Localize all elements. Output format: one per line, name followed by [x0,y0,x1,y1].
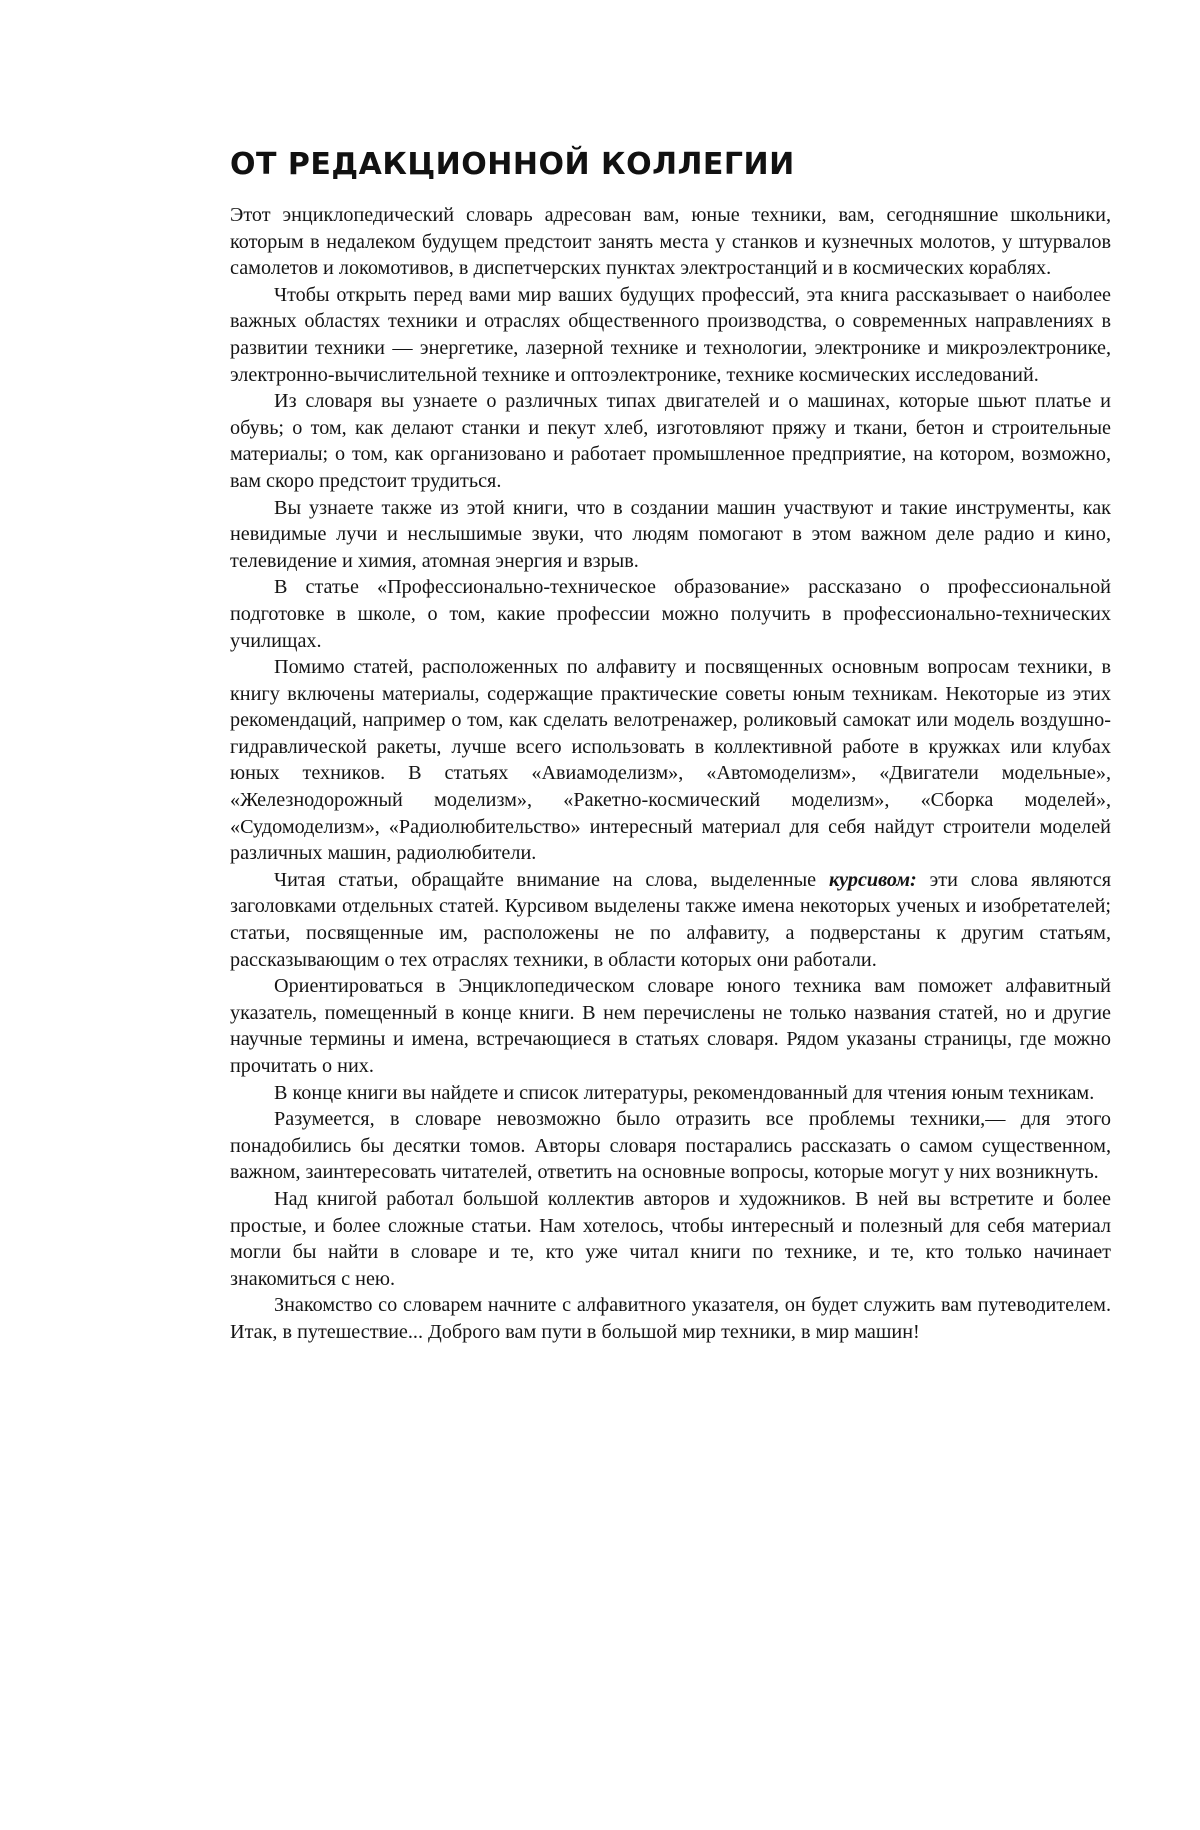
paragraph: Ориентироваться в Энциклопедическом словаре юного техника вам поможет алфавитный указатель, помещенный в конце книги. В нем перечислены не только названия статей, но и другие научные термины и имена, встречающиеся в статьях словаря. Рядом указаны страницы, где можно прочитать о них. [230,975,1111,1077]
paragraph: Разумеется, в словаре невозможно было отразить все проблемы техники,— для этого понадобились бы десятки томов. Авторы словаря постарались рассказать о самом существенном, важном, заинтересовать читателей, ответить на основные вопросы, которые могут у них возникнуть. [230,1108,1111,1184]
paragraph: В конце книги вы найдете и список литературы, рекомендованный для чтения юным техникам. [274,1081,1095,1104]
paragraph: Читая статьи, обращайте внимание на слова, выделенные курсивом: эти слова являются заголовками отдельных статей. Курсивом выделены также имена некоторых ученых и изобретателей; статьи, посвященные им, расположены не по алфавиту, а подверстаны к другим статьям, рассказывающим о тех отраслях техники, в области которых они работали. [230,868,1111,971]
paragraph: В статье «Профессионально-техническое образование» рассказано о профессиональной подготовке в школе, о том, какие профессии можно получить в профессионально-технических училищах. [230,576,1111,652]
paragraph: Вы узнаете также из этой книги, что в создании машин участвуют и такие инструменты, как невидимые лучи и неслышимые звуки, что людям помогают в этом важном деле радио и кино, телевидение и химия, атомная энергия и взрыв. [230,496,1111,572]
paragraph: Этот энциклопедический словарь адресован вам, юные техники, вам, сегодняшние школьники, которым в недалеком будущем предстоит занять места у станков и кузнечных молотов, у штурвалов самолетов и локомотивов, в диспетчерских пунктах электростанций и в космических кораблях. [230,204,1111,280]
paragraph: Помимо статей, расположенных по алфавиту и посвященных основным вопросам техники, в книгу включены материалы, содержащие практические советы юным техникам. Некоторые из этих рекомендаций, например о том, как сделать велотренажер, роликовый самокат или модель воздушно-гидравлической ракеты, лучше всего использовать в коллективной работе в кружках или клубах юных техников. В статьях «Авиамоделизм», «Автомоделизм», «Двигатели модельные», «Железнодорожный моделизм», «Ракетно-космический моделизм», «Сборка моделей», «Судомоделизм», «Радиолюбительство» интересный материал для себя найдут строители моделей различных машин, радиолюбители. [230,656,1111,865]
paragraph: Из словаря вы узнаете о различных типах двигателей и о машинах, которые шьют платье и обувь; о том, как делают станки и пекут хлеб, изготовляют пряжу и ткани, бетон и строительные материалы; о том, как организовано и работает промышленное предприятие, на котором, возможно, вам скоро предстоит трудиться. [230,390,1111,492]
italic-emphasis: курсивом: [828,868,917,891]
paragraph: Чтобы открыть перед вами мир ваших будущих профессий, эта книга рассказывает о наиболее важных областях техники и отраслях общественного производства, о современных направлениях в развитии техники — энергетике, лазерной технике и технологии, электронике и микроэлектронике, электронно-вычислительной технике и оптоэлектронике, технике космических исследований. [230,283,1111,386]
paragraph: Знакомство со словарем начните с алфавитного указателя, он будет служить вам путеводителем. Итак, в путешествие... Доброго вам пути в большой мир техники, в мир машин! [230,1294,1111,1343]
paragraph: Над книгой работал большой коллектив авторов и художников. В ней вы встретите и более простые, и более сложные статьи. Нам хотелось, чтобы интересный и полезный для себя материал могли бы найти в словаре и те, кто уже читал книги по технике, и те, кто только начинает знакомиться с нею. [230,1187,1111,1290]
body-text [230,202,1111,1346]
page-title: ОТ РЕДАКЦИОННОЙ КОЛЛЕГИИ [230,147,795,182]
